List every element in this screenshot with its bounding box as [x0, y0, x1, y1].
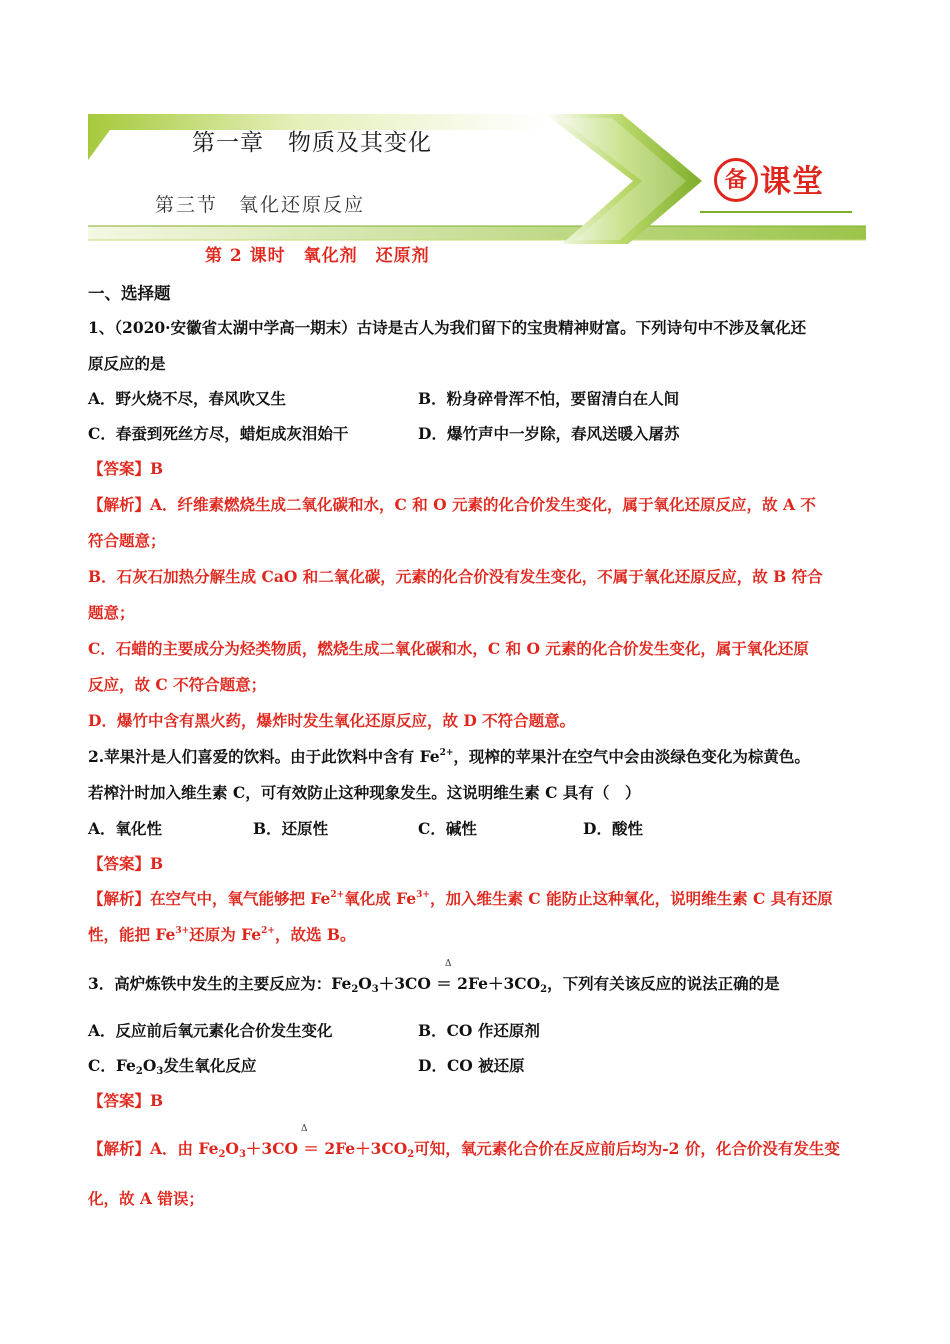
q3-explanation-1: 【解析】A．由 $Fe_2O_3+3CO = 2Fe+3CO_2$可知，氧元素化合价在反应前后均为-2 价，化合价没有发生变	[88, 1139, 840, 1160]
q2-explanation-2: 性，能把 $Fe^{3+}$还原为 $Fe^{2+}$，故选 B。	[88, 925, 356, 944]
q1-answer: 【答案】B	[88, 459, 164, 478]
q2-explanation-1: 【解析】在空气中，氧气能够把 $Fe^{2+}$氧化成 $Fe^{3+}$，加入维生素 C 能防止这种氧化，说明维生素 C 具有还原	[88, 889, 833, 908]
chapter-title: 第一章 物质及其变化	[192, 130, 432, 156]
q3-option-c: C．$Fe_2O_3$发生氧化反应	[88, 1056, 257, 1077]
q1-explanation-2: 符合题意；	[88, 531, 166, 550]
q1-stem-line1: 1、（2020·安徽省太湖中学高一期末）古诗是古人为我们留下的宝贵精神财富。下列诗句中不涉及氧化还	[88, 318, 807, 337]
q2-option-a: A．氧化性	[88, 819, 163, 838]
q2-stem-line1: 2.苹果汁是人们喜爱的饮料。由于此饮料中含有 $Fe^{2+}$，现榨的苹果汁在空气中会由淡绿色变化为棕黄色。	[88, 747, 810, 766]
badge-text: 课堂	[760, 164, 824, 200]
q1-explanation-7: D．爆竹中含有黑火药，爆炸时发生氧化还原反应，故 D 不符合题意。	[88, 711, 576, 730]
q1-explanation-1: 【解析】A．纤维素燃烧生成二氧化碳和水，C 和 O 元素的化合价发生变化，属于氧化还原反应，故 A 不	[88, 495, 816, 514]
badge-logo: 备	[714, 158, 758, 202]
q2-answer: 【答案】B	[88, 854, 164, 873]
q1-stem-line2: 原反应的是	[88, 354, 166, 373]
q1-explanation-4: 题意；	[88, 603, 135, 622]
q3-option-b: B．CO 作还原剂	[418, 1021, 540, 1040]
q3-delta-symbol: Δ	[445, 959, 452, 969]
lesson-title: 第 2 课时 氧化剂 还原剂	[205, 246, 430, 266]
q1-option-d: D．爆竹声中一岁除，春风送暖入屠苏	[418, 424, 680, 443]
q3-stem: 3．高炉炼铁中发生的主要反应为：$Fe_2O_3+3CO = 2Fe+3CO_2$，下列有关该反应的说法正确的是	[88, 974, 780, 995]
header-banner	[0, 0, 950, 260]
q2-option-c: C．碱性	[418, 819, 477, 838]
q2-option-b: B．还原性	[253, 819, 329, 838]
q1-option-b: B．粉身碎骨浑不怕，要留清白在人间	[418, 389, 680, 408]
q1-option-c: C．春蚕到死丝方尽，蜡炬成灰泪始干	[88, 424, 349, 443]
q2-option-d: D．酸性	[583, 819, 643, 838]
q1-option-a: A．野火烧不尽，春风吹又生	[88, 389, 287, 408]
q1-explanation-5: C．石蜡的主要成分为烃类物质，燃烧生成二氧化碳和水，C 和 O 元素的化合价发生变化，属于氧化还原	[88, 639, 809, 658]
bottom-green-bar	[88, 226, 866, 240]
section-heading: 一、选择题	[88, 284, 171, 303]
q3-option-d: D．CO 被还原	[418, 1056, 525, 1075]
q3-option-a: A．反应前后氧元素化合价发生变化	[88, 1021, 333, 1040]
q1-explanation-3: B．石灰石加热分解生成 CaO 和二氧化碳，元素的化合价没有发生变化，不属于氧化还原反应，故 B 符合	[88, 567, 823, 586]
q1-explanation-6: 反应，故 C 不符合题意；	[88, 675, 267, 694]
q3-explanation-2: 化，故 A 错误；	[88, 1189, 204, 1208]
q2-stem-line2: 若榨汁时加入维生素 C，可有效防止这种现象发生。这说明维生素 C 具有（ ）	[88, 783, 641, 802]
q3-explanation-delta-symbol: Δ	[301, 1124, 308, 1134]
section-title: 第三节 氧化还原反应	[155, 194, 366, 216]
q3-answer: 【答案】B	[88, 1091, 164, 1110]
